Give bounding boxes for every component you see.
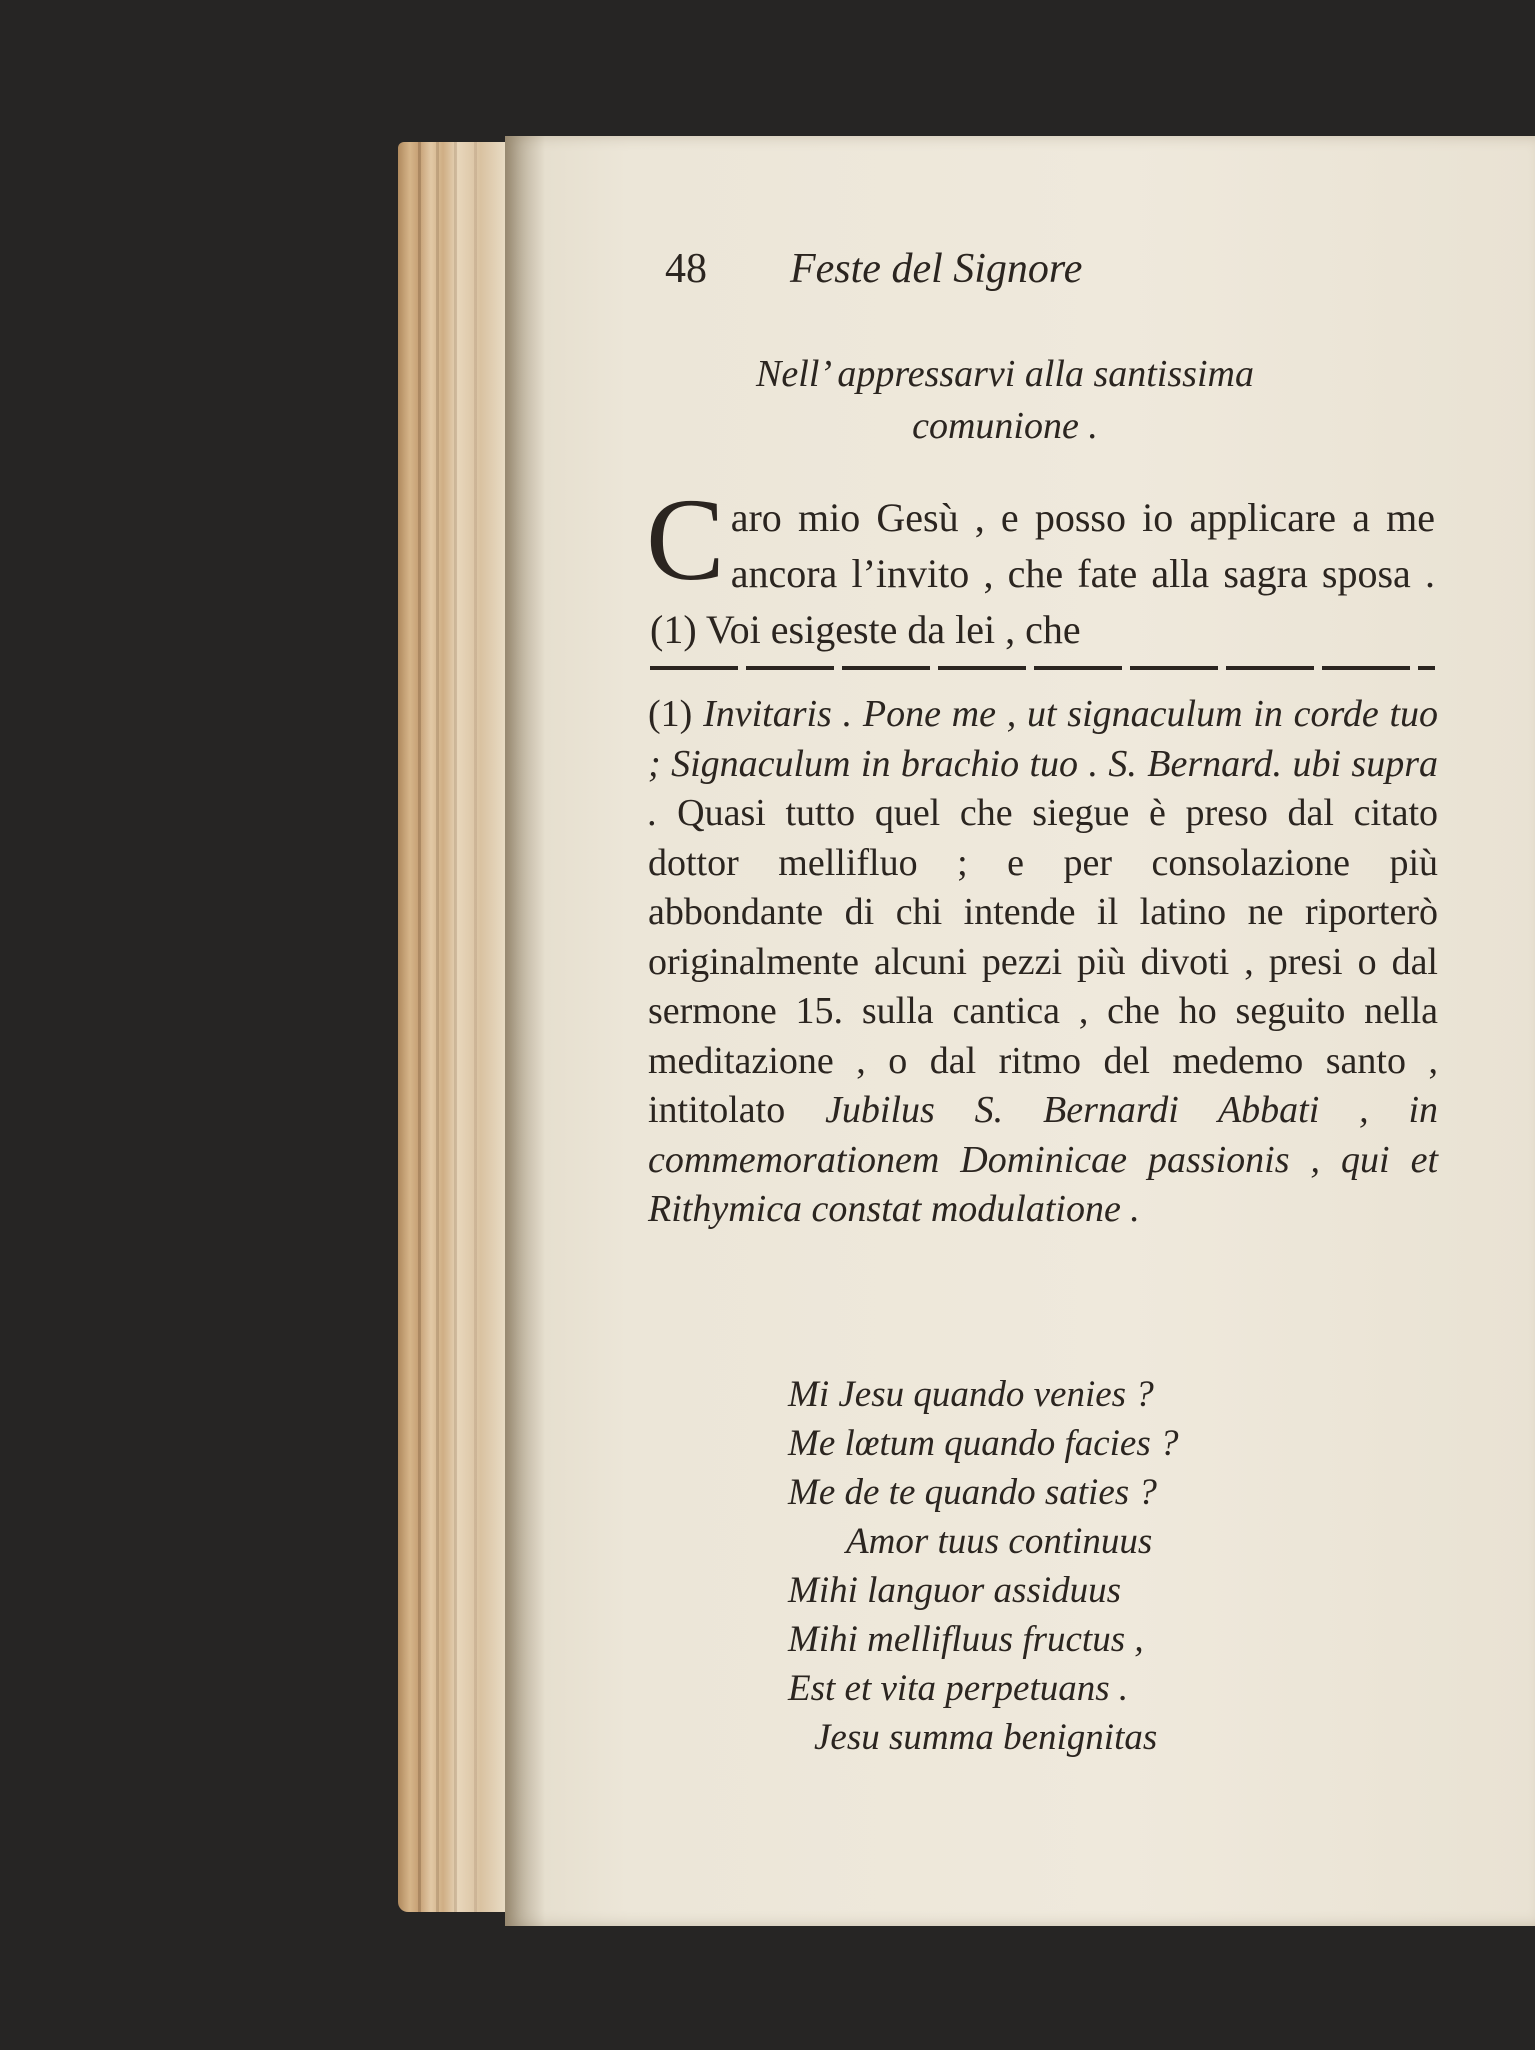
verse-line: Mi Jesu quando venies ? [788, 1374, 1154, 1415]
main-paragraph [646, 474, 1435, 658]
verse-line: Est et vita perpetuans . [788, 1668, 1129, 1709]
verse-line: Mihi languor assiduus [788, 1570, 1122, 1611]
gutter-shadow [505, 136, 545, 1926]
section-heading [655, 348, 1355, 452]
running-header [665, 245, 1265, 305]
page-number: 48 [665, 246, 707, 292]
footnote-marker: (1) [648, 693, 693, 735]
footnote [648, 690, 1438, 1235]
drop-cap: C [646, 474, 725, 605]
main-body-text: aro mio Gesù , e posso io applicare a me ancora l’invito , che fate alla sagra sposa . (1) Voi esigeste da lei , che [650, 495, 1435, 652]
verse-line: Me de te quando saties ? [788, 1472, 1157, 1513]
footnote-italian-text: Quasi tutto quel che siegue è preso dal citato dottor mellifluo ; e per consolazione più abbondante di chi intende il latino ne riporterò originalmente alcuni pezzi più divoti , presi o dal sermone 15. sulla cantica , che ho seguito nella meditazione , o dal ritmo del medemo santo , intitolato [648, 792, 1439, 1131]
verse-line: Amor tuus continuus [846, 1521, 1153, 1562]
footnote-latin-title: Jubilus S. Bernardi Abbati , in commemorationem Dominicae passionis , qui et Rithymica constat modulatione . [648, 1089, 1438, 1230]
heading-line-1: Nell’ appressarvi alla santissima [756, 353, 1254, 395]
verse-line: Jesu summa benignitas [814, 1717, 1158, 1758]
verse-line: Me lœtum quando facies ? [788, 1423, 1179, 1464]
verse-line: Mihi mellifluus fructus , [788, 1619, 1144, 1660]
footnote-rule [650, 666, 1435, 670]
footnote-latin-citation: Invitaris . Pone me , ut signaculum in corde tuo ; Signaculum in brachio tuo . S. Bernard. ubi supra . [648, 693, 1439, 834]
running-title: Feste del Signore [790, 246, 1083, 292]
verse-block [788, 1370, 1428, 1762]
heading-line-2: comunione . [912, 405, 1098, 447]
